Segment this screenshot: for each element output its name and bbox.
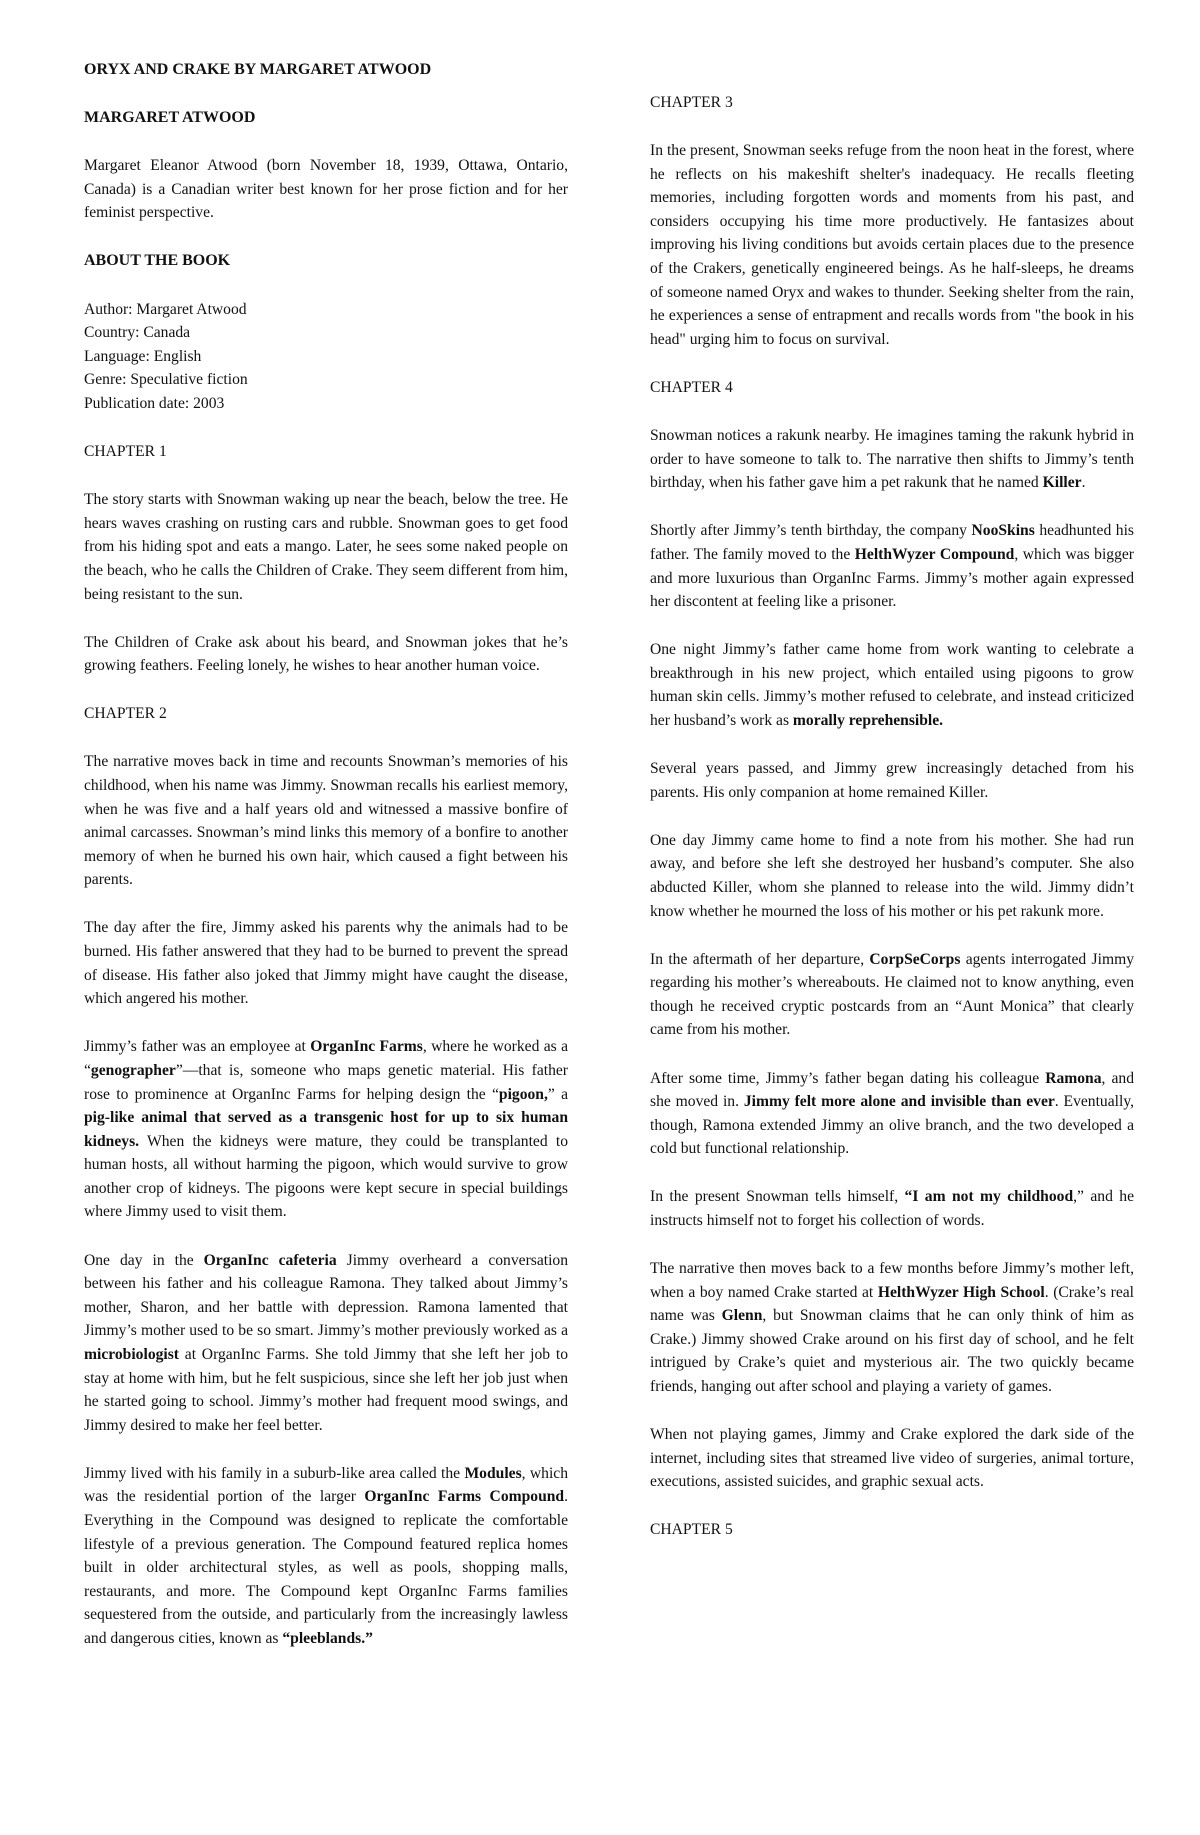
- chapter-4-paragraph: One night Jimmy’s father came home from work wanting to celebrate a breakthrough in his new project, which entailed using pigoons to grow human skin cells. Jimmy’s mother refused to celebrate, and instead criticized her husband’s work as morally reprehensible.: [650, 641, 1134, 729]
- chapter-4-paragraph: Snowman notices a rakunk nearby. He imagines taming the rakunk hybrid in order to have someone to talk to. The narrative then shifts to Jimmy’s tenth birthday, when his father gave him a pet rakunk that he named Killer.: [650, 427, 1134, 492]
- left-column: [84, 58, 568, 1675]
- chapter-2-paragraph: Jimmy’s father was an employee at OrganInc Farms, where he worked as a “genographer”—that is, someone who maps genetic material. His father rose to prominence at OrganInc Farms for helping design the “pigoon,” a pig-like animal that served as a transgenic host for up to six human kidneys. When the kidneys were mature, they could be transplanted to human hosts, all without harming the pigoon, which would survive to grow another crop of kidneys. The pigoons were kept secure in special buildings where Jimmy used to visit them.: [84, 1038, 568, 1221]
- author-heading: MARGARET ATWOOD: [84, 109, 256, 127]
- chapter-1-paragraph: The story starts with Snowman waking up near the beach, below the tree. He hears waves crashing on rusting cars and rubble. Snowman goes to get food from his hiding spot and eats a mango. Later, he sees some naked people on the beach, who he calls the Children of Crake. They seem different from him, being resistant to the sun.: [84, 491, 568, 603]
- chapter-4-paragraph: Shortly after Jimmy’s tenth birthday, the company NooSkins headhunted his father. The family moved to the HelthWyzer Compound, which was bigger and more luxurious than OrganInc Farms. Jimmy’s mother again expressed her discontent at feeling like a prisoner.: [650, 522, 1134, 611]
- chapter-2-paragraph: One day in the OrganInc cafeteria Jimmy overheard a conversation between his father and his colleague Ramona. They talked about Jimmy’s mother, Sharon, and her battle with depression. Ramona lamented that Jimmy’s mother used to be so smart. Jimmy’s mother previously worked as a microbiologist at OrganInc Farms. She told Jimmy that she left her job to stay at home with him, but he felt suspicious, since she left her job just when he started going to school. Jimmy’s mother had frequent mood swings, and Jimmy desired to make her feel better.: [84, 1251, 569, 1434]
- detail-genre: Genre: Speculative fiction: [84, 371, 248, 389]
- chapter-2-paragraph: The day after the fire, Jimmy asked his parents why the animals had to be burned. His father answered that they had to be burned to prevent the spread of disease. His father also joked that Jimmy might have caught the disease, which angered his mother.: [84, 919, 568, 1008]
- chapter-4-paragraph: One day Jimmy came home to find a note from his mother. She had run away, and before she left she destroyed her husband’s computer. She also abducted Killer, whom she planned to release into the wild. Jimmy didn’t know whether he mourned the loss of his mother or his pet rakunk more.: [650, 831, 1134, 920]
- chapter-4-paragraph: In the present Snowman tells himself, “I am not my childhood,” and he instructs himself not to forget his collection of words.: [650, 1188, 1134, 1229]
- document-title: ORYX AND CRAKE BY MARGARET ATWOOD: [84, 61, 432, 78]
- chapter-4-paragraph: The narrative then moves back to a few months before Jimmy’s mother left, when a boy named Crake started at HelthWyzer High School. (Crake’s real name was Glenn, but Snowman claims that he can only think of him as Crake.) Jimmy showed Crake around on his first day of school, and he felt intrigued by Crake’s quiet and mysterious air. The two quickly became friends, hanging out after school and playing a variety of games.: [650, 1260, 1134, 1396]
- chapter-4-heading: CHAPTER 4: [650, 378, 733, 396]
- chapter-2-paragraph: Jimmy lived with his family in a suburb-like area called the Modules, which was the residential portion of the larger OrganInc Farms Compound. Everything in the Compound was designed to replicate the comfortable lifestyle of a previous generation. The Compound featured replica homes built in older architectural styles, as well as pools, shopping malls, restaurants, and more. The Compound kept OrganInc Farms families sequestered from the outside, and particularly from the increasingly lawless and dangerous cities, known as “pleeblands.”: [84, 1464, 569, 1647]
- chapter-4-paragraph: In the aftermath of her departure, CorpSeCorps agents interrogated Jimmy regarding his mother’s whereabouts. He claimed not to know anything, even though he received cryptic postcards from an “Aunt Monica” that clearly came from his mother.: [650, 950, 1135, 1039]
- detail-publication: Publication date: 2003: [84, 394, 225, 412]
- chapter-3-paragraph: In the present, Snowman seeks refuge from the noon heat in the forest, where he reflects on his makeshift shelter's inadequacy. He recalls fleeting memories, including forgotten words and moments from his past, and considers occupying his time more productively. He fantasizes about improving his living conditions but avoids certain places due to the presence of the Crakers, genetically engineered beings. As he half-sleeps, he dreams of someone named Oryx and wakes to thunder. Seeking shelter from the rain, he experiences a sense of entrapment and recalls words from "the book in his head" urging him to focus on survival.: [650, 142, 1134, 348]
- chapter-4-paragraph: When not playing games, Jimmy and Crake explored the dark side of the internet, including sites that streamed live video of surgeries, animal torture, executions, assisted suicides, and graphic sexual acts.: [650, 1426, 1134, 1491]
- detail-country: Country: Canada: [84, 324, 191, 342]
- chapter-2-heading: CHAPTER 2: [84, 705, 167, 723]
- chapter-1-heading: CHAPTER 1: [84, 443, 167, 461]
- detail-language: Language: English: [84, 347, 202, 365]
- detail-author: Author: Margaret Atwood: [84, 300, 247, 318]
- chapter-3-heading: CHAPTER 3: [650, 94, 733, 111]
- about-heading: ABOUT THE BOOK: [84, 252, 231, 270]
- book-details: [84, 298, 568, 416]
- chapter-1-paragraph: The Children of Crake ask about his beard, and Snowman jokes that he’s growing feathers. Feeling lonely, he wishes to hear another human voice.: [84, 633, 568, 675]
- author-bio: Margaret Eleanor Atwood (born November 18, 1939, Ottawa, Ontario, Canada) is a Canadian writer best known for her prose fiction and for her feminist perspective.: [84, 157, 568, 222]
- right-column: [650, 91, 1134, 1567]
- chapter-4-paragraph: After some time, Jimmy’s father began dating his colleague Ramona, and she moved in. Jimmy felt more alone and invisible than ever. Eventually, though, Ramona extended Jimmy an olive branch, and the two developed a cold but functional relationship.: [650, 1069, 1134, 1158]
- chapter-4-paragraph: Several years passed, and Jimmy grew increasingly detached from his parents. His only companion at home remained Killer.: [650, 760, 1134, 801]
- chapter-2-paragraph: The narrative moves back in time and recounts Snowman’s memories of his childhood, when his name was Jimmy. Snowman recalls his earliest memory, when he was five and a half years old and witnessed a massive bonfire of animal carcasses. Snowman’s mind links this memory of a bonfire to another memory of when he burned his own hair, which caused a fight between his parents.: [84, 753, 568, 889]
- chapter-5-heading: CHAPTER 5: [650, 1521, 733, 1539]
